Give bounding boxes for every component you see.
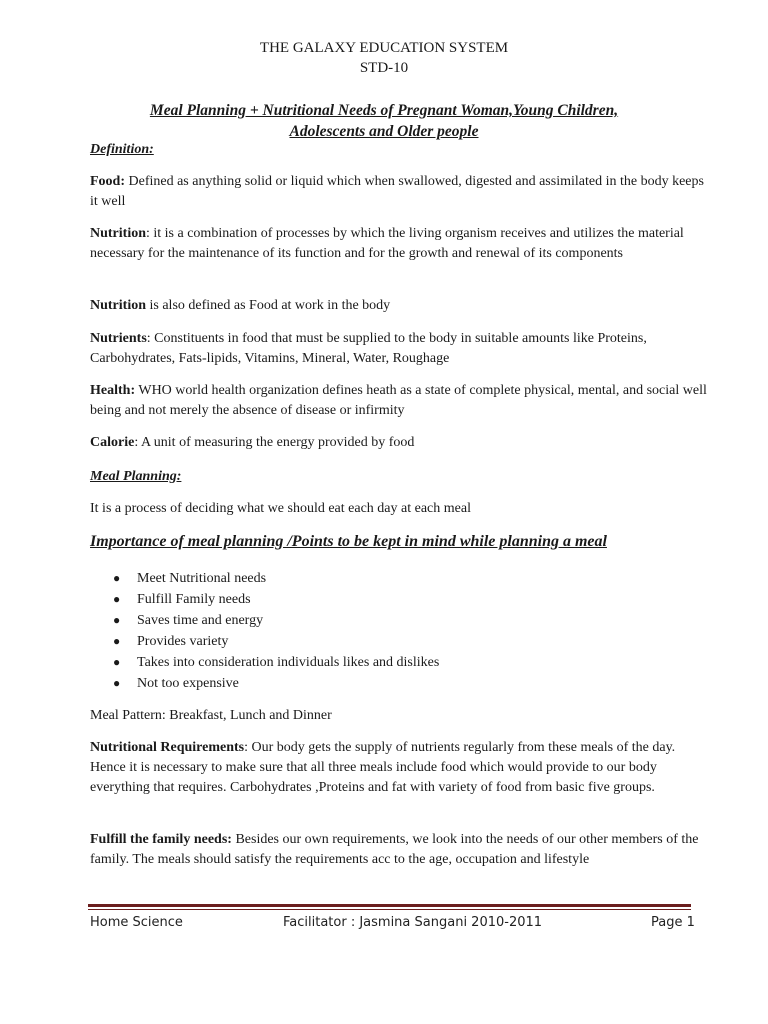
list-item-text: Meet Nutritional needs <box>137 571 267 586</box>
paragraph-term: Fulfill the family needs: <box>90 832 232 847</box>
paragraph-term: Nutritional Requirements <box>90 740 245 755</box>
footer-facilitator: Facilitator : Jasmina Sangani 2010-2011 <box>283 915 543 930</box>
standard-label: STD-10 <box>359 60 409 76</box>
definition-term: Health: <box>90 383 136 398</box>
footer-page-number: Page 1 <box>651 915 695 930</box>
list-item <box>108 589 439 610</box>
school-name: THE GALAXY EDUCATION SYSTEM <box>259 40 509 56</box>
list-item-text: Not too expensive <box>137 676 239 691</box>
meal-planning-heading: Meal Planning: <box>90 469 182 484</box>
meal-pattern: Meal Pattern: Breakfast, Lunch and Dinner <box>90 708 332 723</box>
importance-list <box>108 568 439 694</box>
definition-heading: Definition: <box>90 142 154 157</box>
paragraph-text: Besides our own requirements, we look into the needs of our other members of the family. The meals should satisfy the requirements acc to the age, occupation and lifestyle <box>90 832 699 867</box>
bullet-icon: ● <box>113 613 121 627</box>
importance-heading: Importance of meal planning /Points to be kept in mind while planning a meal <box>90 533 607 550</box>
definition-health <box>90 381 710 421</box>
definition-term: Calorie <box>90 435 135 450</box>
family-needs <box>90 830 710 870</box>
list-item <box>108 673 439 694</box>
bullet-icon: ● <box>113 655 121 669</box>
list-item-text: Saves time and energy <box>137 613 264 628</box>
definition-calorie <box>90 433 710 453</box>
definition-text: WHO world health organization defines heath as a state of complete physical, mental, and social well being and not merely the absence of disease or infirmity <box>90 383 707 418</box>
definition-term: Nutrition <box>90 226 146 241</box>
bullet-icon: ● <box>113 571 121 585</box>
page-title <box>60 100 708 142</box>
list-item-text: Takes into consideration individuals likes and dislikes <box>137 655 440 670</box>
list-item <box>108 610 439 631</box>
title-line-1: Meal Planning + Nutritional Needs of Pregnant Woman,Young Children, <box>149 102 619 119</box>
list-item-text: Provides variety <box>137 634 229 649</box>
footer-subject: Home Science <box>90 915 183 930</box>
definition-nutrients <box>90 329 710 369</box>
definition-text: : it is a combination of processes by which the living organism receives and utilizes the material necessary for the maintenance of its function and for the growth and renewal of its components <box>90 226 684 261</box>
nutritional-requirements <box>90 738 710 798</box>
list-item <box>108 652 439 673</box>
definition-text: : Constituents in food that must be supplied to the body in suitable amounts like Proteins, Carbohydrates, Fats-lipids, Vitamins, Mineral, Water, Roughage <box>90 331 647 366</box>
definition-term: Nutrients <box>90 331 147 346</box>
definition-text: is also defined as Food at work in the body <box>146 298 391 313</box>
meal-planning-text: It is a process of deciding what we should eat each day at each meal <box>90 501 471 516</box>
list-item <box>108 631 439 652</box>
footer-divider-thick <box>88 904 691 907</box>
list-item <box>108 568 439 589</box>
definition-nutrition-alt <box>90 296 710 316</box>
title-line-2: Adolescents and Older people <box>289 123 479 140</box>
bullet-icon: ● <box>113 592 121 606</box>
definition-term: Food: <box>90 174 125 189</box>
definition-term: Nutrition <box>90 298 146 313</box>
definition-text: : A unit of measuring the energy provided by food <box>134 435 415 450</box>
footer-divider-thin <box>88 909 691 910</box>
bullet-icon: ● <box>113 676 121 690</box>
definition-food <box>90 172 710 212</box>
definition-nutrition <box>90 224 710 264</box>
paragraph-text: : Our body gets the supply of nutrients regularly from these meals of the day. Hence it is necessary to make sure that all three meals include food which would provide to our body everything that requires. Carbohydrates ,Proteins and fat with variety of food from basic five groups. <box>90 740 676 795</box>
list-item-text: Fulfill Family needs <box>137 592 251 607</box>
bullet-icon: ● <box>113 634 121 648</box>
definition-text: Defined as anything solid or liquid which when swallowed, digested and assimilated in the body keeps it well <box>90 174 704 209</box>
